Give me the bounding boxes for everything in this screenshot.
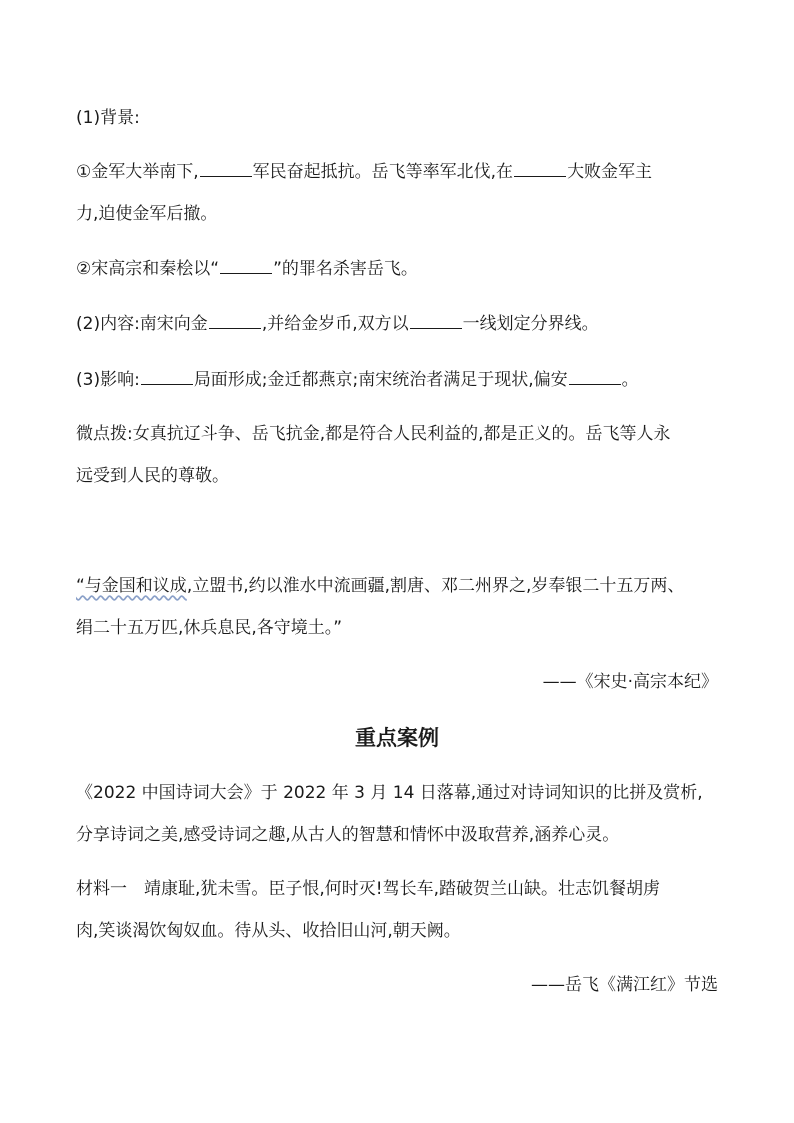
- item1-text-b: 军民奋起抵抗。岳飞等率军北伐,在: [252, 162, 514, 182]
- background-title: (1)背景:: [76, 108, 140, 128]
- blank-6: [141, 369, 193, 385]
- blank-7: [569, 369, 621, 385]
- blank-1: [200, 161, 252, 177]
- item2-text-b: ”的罪名杀害岳飞。: [273, 259, 418, 279]
- impact-text-b: 局面形成;金迁都燕京;南宋统治者满足于现状,偏安: [193, 370, 568, 390]
- quote-line-2: 绢二十五万匹,休兵息民,各守境土。”: [76, 618, 343, 638]
- case-intro-line-2: 分享诗词之美,感受诗词之趣,从古人的智慧和情怀中汲取营养,涵养心灵。: [76, 825, 620, 845]
- content-text-a: (2)内容:南宋向金: [76, 314, 208, 334]
- material-line-1: 材料一 靖康耻,犹未雪。臣子恨,何时灭!驾长车,踏破贺兰山缺。壮志饥餐胡虏: [76, 879, 661, 899]
- item2-text-a: ②宋高宗和秦桧以“: [76, 259, 220, 279]
- item1-text-c: 大败金军主: [567, 162, 653, 182]
- quote-source: ——《宋史·高宗本纪》: [542, 672, 718, 692]
- background-item-2: [76, 258, 418, 280]
- quote-text-rest: ,立盟书,约以淮水中流画疆,割唐、邓二州界之,岁奉银二十五万两、: [186, 576, 685, 596]
- quote-line-1: [76, 575, 684, 597]
- tip-line-2: 远受到人民的尊敬。: [76, 466, 229, 486]
- material-line-2: 肉,笑谈渴饮匈奴血。待从头、收拾旧山河,朝天阙。: [76, 921, 461, 941]
- background-item-1: [76, 161, 652, 183]
- case-heading: 重点案例: [355, 726, 439, 750]
- blank-3: [220, 258, 272, 274]
- item1-text-a: ①金军大举南下,: [76, 162, 199, 182]
- background-item-1-cont: 力,迫使金军后撤。: [76, 204, 218, 224]
- content-line: [76, 313, 599, 335]
- blank-2: [514, 161, 566, 177]
- material-source: ——岳飞《满江红》节选: [531, 975, 718, 995]
- content-text-b: ,并给金岁币,双方以: [261, 314, 409, 334]
- impact-line: [76, 369, 639, 391]
- impact-text-a: (3)影响:: [76, 370, 140, 390]
- quote-wavy-text: “与金国和议成: [76, 576, 187, 596]
- content-text-c: 一线划定分界线。: [462, 314, 599, 334]
- blank-5: [410, 313, 462, 329]
- tip-line-1: 微点拨:女真抗辽斗争、岳飞抗金,都是符合人民利益的,都是正义的。岳飞等人永: [76, 424, 671, 444]
- blank-4: [209, 313, 261, 329]
- impact-text-c: 。: [621, 370, 639, 390]
- case-intro-line-1: 《2022 中国诗词大会》于 2022 年 3 月 14 日落幕,通过对诗词知识的比拼及赏析,: [76, 783, 703, 803]
